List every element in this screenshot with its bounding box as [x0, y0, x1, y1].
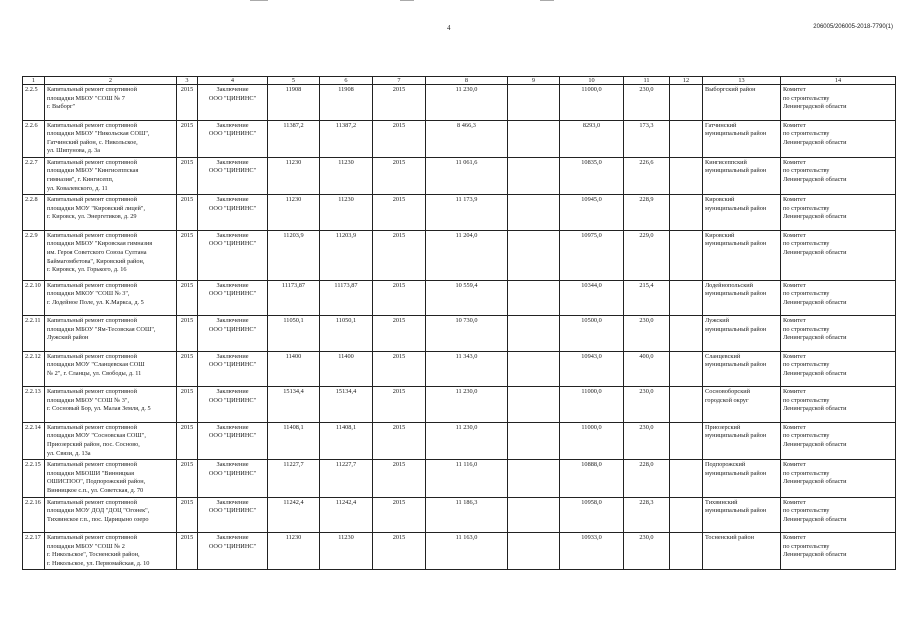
local-budget-cell: 173,3 — [624, 120, 670, 157]
basis-document-cell: Заключение ООО "ЦИНИНС" — [198, 120, 268, 157]
table-row — [23, 460, 896, 497]
responsible-body-cell: Комитет по строительству Ленинградской области — [781, 351, 896, 387]
page-number: 4 — [447, 24, 451, 32]
responsible-body-cell: Комитет по строительству Ленинградской области — [781, 230, 896, 280]
completion-year-cell: 2015 — [373, 195, 426, 231]
column-9-cell — [508, 387, 560, 423]
local-budget-cell: 230,0 — [624, 422, 670, 459]
responsible-body-cell: Комитет по строительству Ленинградской области — [781, 422, 896, 459]
completion-year-cell: 2015 — [373, 157, 426, 194]
completion-year-cell: 2015 — [373, 85, 426, 121]
object-name-cell: Капитальный ремонт спортивной площадки МБОУ "СОШ № 2 г. Никольское", Тосненский район, г. Никольское, ул. Первомайская, д. 10 — [45, 533, 177, 570]
completion-year-cell: 2015 — [373, 460, 426, 497]
regional-budget-cell: 10344,0 — [560, 280, 624, 316]
column-header-1: 1 — [23, 77, 45, 85]
completion-year-cell: 2015 — [373, 316, 426, 352]
row-number-cell: 2.2.6 — [23, 120, 45, 157]
header-row — [23, 77, 896, 85]
start-year-cell: 2015 — [177, 533, 198, 570]
row-number-cell: 2.2.15 — [23, 460, 45, 497]
object-name-cell: Капитальный ремонт спортивной площадки МОУ "Сосновская СОШ", Приозерский район, пос. Сосново, ул. Связи, д. 13а — [45, 422, 177, 459]
object-name-cell: Капитальный ремонт спортивной площадки МКОУ "СОШ № 3", г. Лодейное Поле, ул. К.Маркса, д. 5 — [45, 280, 177, 316]
start-year-cell: 2015 — [177, 497, 198, 533]
total-funding-cell: 11 343,0 — [426, 351, 508, 387]
start-year-cell: 2015 — [177, 85, 198, 121]
responsible-body-cell: Комитет по строительству Ленинградской области — [781, 316, 896, 352]
table-row — [23, 120, 896, 157]
column-9-cell — [508, 120, 560, 157]
district-name-cell: Тихвинский муниципальный район — [703, 497, 781, 533]
approved-cost-cell: 11227,7 — [320, 460, 373, 497]
column-12-cell — [670, 460, 703, 497]
row-number-cell: 2.2.17 — [23, 533, 45, 570]
approved-cost-cell: 11230 — [320, 157, 373, 194]
row-number-cell: 2.2.14 — [23, 422, 45, 459]
column-header-3: 3 — [177, 77, 198, 85]
object-name-cell: Капитальный ремонт спортивной площадки МБОУ "Никольская СОШ", Гатчинский район, с. Никольское, ул. Шипунова, д. 3а — [45, 120, 177, 157]
local-budget-cell: 226,6 — [624, 157, 670, 194]
object-name-cell: Капитальный ремонт спортивной площадки МБОШИ "Винницкая ОШИСПОО", Подпорожский район, Винницкое с.п., ул. Советская, д. 70 — [45, 460, 177, 497]
row-number-cell: 2.2.5 — [23, 85, 45, 121]
estimated-cost-cell: 15134,4 — [268, 387, 320, 423]
approved-cost-cell: 15134,4 — [320, 387, 373, 423]
regional-budget-cell: 10888,0 — [560, 460, 624, 497]
object-name-cell: Капитальный ремонт спортивной площадки МБОУ "Ям-Тесовская СОШ", Лужский район — [45, 316, 177, 352]
completion-year-cell: 2015 — [373, 422, 426, 459]
total-funding-cell: 10 730,0 — [426, 316, 508, 352]
column-12-cell — [670, 85, 703, 121]
object-name-cell: Капитальный ремонт спортивной площадки МОУ ДОД "ДОЦ "Огонек", Тихвинское г.п., пос. Царицыно озеро — [45, 497, 177, 533]
row-number-cell: 2.2.10 — [23, 280, 45, 316]
basis-document-cell: Заключение ООО "ЦИНИНС" — [198, 387, 268, 423]
start-year-cell: 2015 — [177, 422, 198, 459]
column-9-cell — [508, 280, 560, 316]
table-row — [23, 85, 896, 121]
local-budget-cell: 400,0 — [624, 351, 670, 387]
approved-cost-cell: 11173,87 — [320, 280, 373, 316]
column-12-cell — [670, 497, 703, 533]
column-12-cell — [670, 533, 703, 570]
column-header-7: 7 — [373, 77, 426, 85]
completion-year-cell: 2015 — [373, 120, 426, 157]
document-code: 206005/206005-2018-7790(1) — [813, 24, 893, 30]
row-number-cell: 2.2.9 — [23, 230, 45, 280]
basis-document-cell: Заключение ООО "ЦИНИНС" — [198, 497, 268, 533]
basis-document-cell: Заключение ООО "ЦИНИНС" — [198, 533, 268, 570]
column-12-cell — [670, 351, 703, 387]
row-number-cell: 2.2.12 — [23, 351, 45, 387]
column-12-cell — [670, 230, 703, 280]
regional-budget-cell: 10500,0 — [560, 316, 624, 352]
start-year-cell: 2015 — [177, 387, 198, 423]
district-name-cell: Сосновоборский городской округ — [703, 387, 781, 423]
regional-budget-cell: 11000,0 — [560, 422, 624, 459]
table-body — [23, 85, 896, 570]
district-name-cell: Лодейнопольский муниципальный район — [703, 280, 781, 316]
approved-cost-cell: 11230 — [320, 195, 373, 231]
start-year-cell: 2015 — [177, 157, 198, 194]
total-funding-cell: 11 204,0 — [426, 230, 508, 280]
completion-year-cell: 2015 — [373, 533, 426, 570]
regional-budget-cell: 10835,0 — [560, 157, 624, 194]
estimated-cost-cell: 11050,1 — [268, 316, 320, 352]
regional-budget-cell: 10958,0 — [560, 497, 624, 533]
scan-artifact — [400, 0, 414, 1]
estimated-cost-cell: 11173,87 — [268, 280, 320, 316]
row-number-cell: 2.2.8 — [23, 195, 45, 231]
completion-year-cell: 2015 — [373, 280, 426, 316]
basis-document-cell: Заключение ООО "ЦИНИНС" — [198, 85, 268, 121]
column-12-cell — [670, 280, 703, 316]
local-budget-cell: 230,0 — [624, 85, 670, 121]
column-9-cell — [508, 460, 560, 497]
regional-budget-cell: 10943,0 — [560, 351, 624, 387]
basis-document-cell: Заключение ООО "ЦИНИНС" — [198, 195, 268, 231]
responsible-body-cell: Комитет по строительству Ленинградской области — [781, 195, 896, 231]
column-12-cell — [670, 422, 703, 459]
start-year-cell: 2015 — [177, 230, 198, 280]
estimated-cost-cell: 11203,9 — [268, 230, 320, 280]
responsible-body-cell: Комитет по строительству Ленинградской области — [781, 387, 896, 423]
estimated-cost-cell: 11400 — [268, 351, 320, 387]
district-name-cell: Лужский муниципальный район — [703, 316, 781, 352]
estimated-cost-cell: 11227,7 — [268, 460, 320, 497]
column-header-12: 12 — [670, 77, 703, 85]
register-table — [22, 76, 896, 570]
total-funding-cell: 8 466,3 — [426, 120, 508, 157]
total-funding-cell: 11 116,0 — [426, 460, 508, 497]
responsible-body-cell: Комитет по строительству Ленинградской области — [781, 497, 896, 533]
column-9-cell — [508, 351, 560, 387]
regional-budget-cell: 8293,0 — [560, 120, 624, 157]
column-header-10: 10 — [560, 77, 624, 85]
start-year-cell: 2015 — [177, 316, 198, 352]
total-funding-cell: 11 230,0 — [426, 85, 508, 121]
column-header-2: 2 — [45, 77, 177, 85]
row-number-cell: 2.2.13 — [23, 387, 45, 423]
column-header-5: 5 — [268, 77, 320, 85]
regional-budget-cell: 10975,0 — [560, 230, 624, 280]
table-row — [23, 387, 896, 423]
local-budget-cell: 228,0 — [624, 460, 670, 497]
local-budget-cell: 229,0 — [624, 230, 670, 280]
estimated-cost-cell: 11230 — [268, 157, 320, 194]
approved-cost-cell: 11050,1 — [320, 316, 373, 352]
local-budget-cell: 230,0 — [624, 316, 670, 352]
total-funding-cell: 10 559,4 — [426, 280, 508, 316]
district-name-cell: Выборгский район — [703, 85, 781, 121]
start-year-cell: 2015 — [177, 460, 198, 497]
basis-document-cell: Заключение ООО "ЦИНИНС" — [198, 460, 268, 497]
completion-year-cell: 2015 — [373, 351, 426, 387]
estimated-cost-cell: 11908 — [268, 85, 320, 121]
regional-budget-cell: 10945,0 — [560, 195, 624, 231]
district-name-cell: Тосненский район — [703, 533, 781, 570]
column-header-8: 8 — [426, 77, 508, 85]
approved-cost-cell: 11203,9 — [320, 230, 373, 280]
object-name-cell: Капитальный ремонт спортивной площадки МБОУ "Кингисеппская гимназия", г. Кингисепп, ул. Ковалевского, д. 11 — [45, 157, 177, 194]
district-name-cell: Подпорожский муниципальный район — [703, 460, 781, 497]
row-number-cell: 2.2.16 — [23, 497, 45, 533]
object-name-cell: Капитальный ремонт спортивной площадки МБОУ "СОШ № 3", г. Сосновый Бор, ул. Малая Земля, д. 5 — [45, 387, 177, 423]
basis-document-cell: Заключение ООО "ЦИНИНС" — [198, 157, 268, 194]
object-name-cell: Капитальный ремонт спортивной площадки МОУ "Сланцевская СОШ № 2", г. Сланцы, ул. Свободы, д. 11 — [45, 351, 177, 387]
column-12-cell — [670, 157, 703, 194]
column-header-13: 13 — [703, 77, 781, 85]
district-name-cell: Сланцевский муниципальный район — [703, 351, 781, 387]
local-budget-cell: 230,0 — [624, 533, 670, 570]
row-number-cell: 2.2.7 — [23, 157, 45, 194]
total-funding-cell: 11 186,3 — [426, 497, 508, 533]
table-row — [23, 316, 896, 352]
regional-budget-cell: 10933,0 — [560, 533, 624, 570]
district-name-cell: Приозерский муниципальный район — [703, 422, 781, 459]
basis-document-cell: Заключение ООО "ЦИНИНС" — [198, 422, 268, 459]
regional-budget-cell: 11000,0 — [560, 85, 624, 121]
approved-cost-cell: 11230 — [320, 533, 373, 570]
estimated-cost-cell: 11387,2 — [268, 120, 320, 157]
column-9-cell — [508, 533, 560, 570]
table-row — [23, 157, 896, 194]
local-budget-cell: 215,4 — [624, 280, 670, 316]
start-year-cell: 2015 — [177, 195, 198, 231]
column-12-cell — [670, 316, 703, 352]
basis-document-cell: Заключение ООО "ЦИНИНС" — [198, 351, 268, 387]
column-9-cell — [508, 316, 560, 352]
column-9-cell — [508, 157, 560, 194]
column-header-9: 9 — [508, 77, 560, 85]
table-row — [23, 422, 896, 459]
scan-artifact — [540, 0, 554, 1]
approved-cost-cell: 11908 — [320, 85, 373, 121]
responsible-body-cell: Комитет по строительству Ленинградской области — [781, 460, 896, 497]
district-name-cell: Кингисеппский муниципальный район — [703, 157, 781, 194]
total-funding-cell: 11 230,0 — [426, 422, 508, 459]
approved-cost-cell: 11400 — [320, 351, 373, 387]
start-year-cell: 2015 — [177, 280, 198, 316]
table-row — [23, 497, 896, 533]
estimated-cost-cell: 11230 — [268, 195, 320, 231]
basis-document-cell: Заключение ООО "ЦИНИНС" — [198, 316, 268, 352]
column-9-cell — [508, 230, 560, 280]
responsible-body-cell: Комитет по строительству Ленинградской области — [781, 280, 896, 316]
estimated-cost-cell: 11408,1 — [268, 422, 320, 459]
table-row — [23, 533, 896, 570]
approved-cost-cell: 11387,2 — [320, 120, 373, 157]
start-year-cell: 2015 — [177, 120, 198, 157]
approved-cost-cell: 11242,4 — [320, 497, 373, 533]
start-year-cell: 2015 — [177, 351, 198, 387]
responsible-body-cell: Комитет по строительству Ленинградской области — [781, 533, 896, 570]
responsible-body-cell: Комитет по строительству Ленинградской области — [781, 157, 896, 194]
object-name-cell: Капитальный ремонт спортивной площадки МОУ "Кировский лицей", г. Кировск, ул. Энергетиков, д. 29 — [45, 195, 177, 231]
column-12-cell — [670, 120, 703, 157]
local-budget-cell: 228,9 — [624, 195, 670, 231]
completion-year-cell: 2015 — [373, 387, 426, 423]
district-name-cell: Кировский муниципальный район — [703, 230, 781, 280]
regional-budget-cell: 11000,0 — [560, 387, 624, 423]
estimated-cost-cell: 11242,4 — [268, 497, 320, 533]
column-12-cell — [670, 387, 703, 423]
responsible-body-cell: Комитет по строительству Ленинградской области — [781, 85, 896, 121]
table-row — [23, 351, 896, 387]
table-row — [23, 230, 896, 280]
district-name-cell: Гатчинский муниципальный район — [703, 120, 781, 157]
total-funding-cell: 11 163,0 — [426, 533, 508, 570]
column-header-11: 11 — [624, 77, 670, 85]
column-9-cell — [508, 85, 560, 121]
object-name-cell: Капитальный ремонт спортивной площадки МБОУ "СОШ № 7 г. Выборг" — [45, 85, 177, 121]
column-9-cell — [508, 195, 560, 231]
column-header-4: 4 — [198, 77, 268, 85]
estimated-cost-cell: 11230 — [268, 533, 320, 570]
column-9-cell — [508, 422, 560, 459]
row-number-cell: 2.2.11 — [23, 316, 45, 352]
table-row — [23, 195, 896, 231]
approved-cost-cell: 11408,1 — [320, 422, 373, 459]
total-funding-cell: 11 173,9 — [426, 195, 508, 231]
column-12-cell — [670, 195, 703, 231]
object-name-cell: Капитальный ремонт спортивной площадки МБОУ "Кировская гимназия им. Героя Советского Союза Султана Баймагомбетова", Кировский район, г. Кировск, ул. Горького, д. 16 — [45, 230, 177, 280]
table-row — [23, 280, 896, 316]
local-budget-cell: 228,3 — [624, 497, 670, 533]
column-header-6: 6 — [320, 77, 373, 85]
local-budget-cell: 230,0 — [624, 387, 670, 423]
total-funding-cell: 11 061,6 — [426, 157, 508, 194]
basis-document-cell: Заключение ООО "ЦИНИНС" — [198, 280, 268, 316]
completion-year-cell: 2015 — [373, 497, 426, 533]
total-funding-cell: 11 230,0 — [426, 387, 508, 423]
completion-year-cell: 2015 — [373, 230, 426, 280]
district-name-cell: Кировский муниципальный район — [703, 195, 781, 231]
column-9-cell — [508, 497, 560, 533]
scan-artifact — [250, 0, 268, 1]
responsible-body-cell: Комитет по строительству Ленинградской области — [781, 120, 896, 157]
basis-document-cell: Заключение ООО "ЦИНИНС" — [198, 230, 268, 280]
column-header-14: 14 — [781, 77, 896, 85]
